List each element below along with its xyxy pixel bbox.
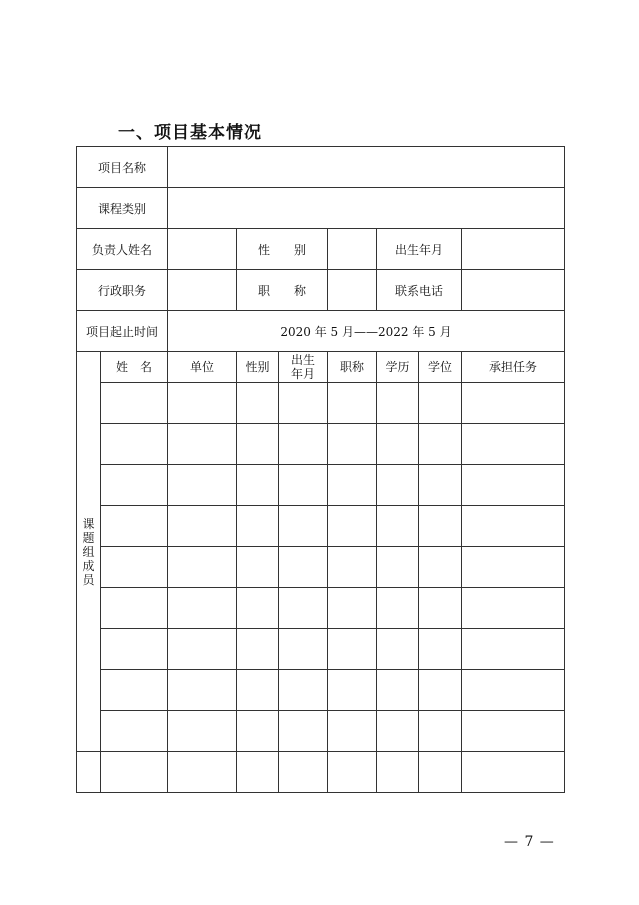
member-cell[interactable] xyxy=(328,383,377,424)
member-cell[interactable] xyxy=(168,711,237,752)
phone-label: 联系电话 xyxy=(377,270,462,311)
member-cell[interactable] xyxy=(377,629,419,670)
member-cell[interactable] xyxy=(237,670,279,711)
extra-cell[interactable] xyxy=(279,752,328,793)
extra-cell[interactable] xyxy=(328,752,377,793)
member-cell[interactable] xyxy=(279,424,328,465)
extra-cell[interactable] xyxy=(168,752,237,793)
leader-name-label: 负责人姓名 xyxy=(77,229,168,270)
header-birth-line2: 年月 xyxy=(291,367,316,381)
member-cell[interactable] xyxy=(377,383,419,424)
member-cell[interactable] xyxy=(328,629,377,670)
member-cell[interactable] xyxy=(168,670,237,711)
course-category-label: 课程类别 xyxy=(77,188,168,229)
member-cell[interactable] xyxy=(101,588,168,629)
member-cell[interactable] xyxy=(377,670,419,711)
member-cell[interactable] xyxy=(419,465,462,506)
extra-cell[interactable] xyxy=(237,752,279,793)
member-cell[interactable] xyxy=(462,465,565,506)
member-cell[interactable] xyxy=(462,506,565,547)
member-cell[interactable] xyxy=(279,588,328,629)
phone-value[interactable] xyxy=(462,270,565,311)
member-cell[interactable] xyxy=(462,670,565,711)
member-cell[interactable] xyxy=(462,383,565,424)
member-cell[interactable] xyxy=(279,506,328,547)
member-row xyxy=(77,670,565,711)
header-title: 职称 xyxy=(328,352,377,383)
header-name: 姓 名 xyxy=(101,352,168,383)
header-birth-line1: 出生 xyxy=(291,353,316,367)
member-cell[interactable] xyxy=(101,547,168,588)
project-name-label: 项目名称 xyxy=(77,147,168,188)
member-cell[interactable] xyxy=(237,383,279,424)
member-cell[interactable] xyxy=(419,383,462,424)
header-degree: 学位 xyxy=(419,352,462,383)
admin-position-value[interactable] xyxy=(168,270,237,311)
member-row xyxy=(77,383,565,424)
side-char: 员 xyxy=(82,572,95,587)
member-row xyxy=(77,465,565,506)
row-project-name xyxy=(77,147,565,188)
member-row xyxy=(77,424,565,465)
member-cell[interactable] xyxy=(328,588,377,629)
member-cell[interactable] xyxy=(279,465,328,506)
birth-label: 出生年月 xyxy=(377,229,462,270)
member-cell[interactable] xyxy=(168,465,237,506)
row-course-category xyxy=(77,188,565,229)
header-birth xyxy=(279,352,328,383)
member-cell[interactable] xyxy=(377,506,419,547)
extra-cell[interactable] xyxy=(101,752,168,793)
member-cell[interactable] xyxy=(237,465,279,506)
member-row xyxy=(77,506,565,547)
member-row xyxy=(77,711,565,752)
gender-label: 性 别 xyxy=(237,229,328,270)
row-admin xyxy=(77,270,565,311)
member-cell[interactable] xyxy=(462,547,565,588)
project-info-table xyxy=(76,146,565,793)
birth-value[interactable] xyxy=(462,229,565,270)
member-cell[interactable] xyxy=(101,506,168,547)
title-value[interactable] xyxy=(328,270,377,311)
member-cell[interactable] xyxy=(101,629,168,670)
gender-value[interactable] xyxy=(328,229,377,270)
header-gender: 性别 xyxy=(237,352,279,383)
member-cell[interactable] xyxy=(279,711,328,752)
member-cell[interactable] xyxy=(419,629,462,670)
member-cell[interactable] xyxy=(168,588,237,629)
member-row xyxy=(77,588,565,629)
header-task: 承担任务 xyxy=(462,352,565,383)
member-cell[interactable] xyxy=(168,383,237,424)
member-cell[interactable] xyxy=(377,465,419,506)
member-cell[interactable] xyxy=(328,711,377,752)
course-category-value[interactable] xyxy=(168,188,565,229)
member-row xyxy=(77,547,565,588)
member-cell[interactable] xyxy=(101,424,168,465)
section-title: 一、项目基本情况 xyxy=(118,123,262,143)
member-cell[interactable] xyxy=(279,629,328,670)
member-cell[interactable] xyxy=(377,424,419,465)
admin-position-label: 行政职务 xyxy=(77,270,168,311)
member-cell[interactable] xyxy=(419,711,462,752)
row-leader xyxy=(77,229,565,270)
side-char: 课 xyxy=(82,516,95,531)
page-number: — 7 — xyxy=(504,834,555,850)
member-cell[interactable] xyxy=(328,424,377,465)
member-cell[interactable] xyxy=(419,424,462,465)
member-cell[interactable] xyxy=(377,547,419,588)
leader-name-value[interactable] xyxy=(168,229,237,270)
member-row xyxy=(77,629,565,670)
member-cell[interactable] xyxy=(168,424,237,465)
member-cell[interactable] xyxy=(328,547,377,588)
row-period xyxy=(77,311,565,352)
extra-cell[interactable] xyxy=(419,752,462,793)
member-cell[interactable] xyxy=(168,547,237,588)
period-label: 项目起止时间 xyxy=(77,311,168,352)
header-unit: 单位 xyxy=(168,352,237,383)
side-char: 组 xyxy=(82,544,95,559)
member-cell[interactable] xyxy=(101,465,168,506)
members-header-row xyxy=(77,352,565,383)
member-cell[interactable] xyxy=(462,711,565,752)
member-cell[interactable] xyxy=(328,465,377,506)
member-cell[interactable] xyxy=(101,670,168,711)
member-cell[interactable] xyxy=(419,506,462,547)
extra-cell[interactable] xyxy=(377,752,419,793)
member-cell[interactable] xyxy=(237,588,279,629)
member-cell[interactable] xyxy=(462,629,565,670)
side-char: 题 xyxy=(82,530,95,545)
member-cell[interactable] xyxy=(237,547,279,588)
member-cell[interactable] xyxy=(168,629,237,670)
members-side-label xyxy=(77,352,101,752)
member-cell[interactable] xyxy=(279,547,328,588)
member-cell[interactable] xyxy=(168,506,237,547)
title-label: 职 称 xyxy=(237,270,328,311)
member-cell[interactable] xyxy=(462,424,565,465)
period-value: 2020 年 5 月——2022 年 5 月 xyxy=(168,311,565,352)
extra-row xyxy=(77,752,565,793)
member-cell[interactable] xyxy=(419,547,462,588)
member-cell[interactable] xyxy=(328,506,377,547)
member-cell[interactable] xyxy=(462,588,565,629)
member-cell[interactable] xyxy=(279,670,328,711)
member-cell[interactable] xyxy=(328,670,377,711)
member-cell[interactable] xyxy=(237,629,279,670)
member-cell[interactable] xyxy=(279,383,328,424)
member-cell[interactable] xyxy=(419,588,462,629)
extra-cell[interactable] xyxy=(77,752,101,793)
member-cell[interactable] xyxy=(377,711,419,752)
header-education: 学历 xyxy=(377,352,419,383)
member-cell[interactable] xyxy=(377,588,419,629)
member-cell[interactable] xyxy=(237,424,279,465)
member-cell[interactable] xyxy=(237,711,279,752)
member-cell[interactable] xyxy=(237,506,279,547)
member-cell[interactable] xyxy=(101,711,168,752)
member-cell[interactable] xyxy=(101,383,168,424)
side-char: 成 xyxy=(82,558,95,573)
member-cell[interactable] xyxy=(419,670,462,711)
project-name-value[interactable] xyxy=(168,147,565,188)
extra-cell[interactable] xyxy=(462,752,565,793)
